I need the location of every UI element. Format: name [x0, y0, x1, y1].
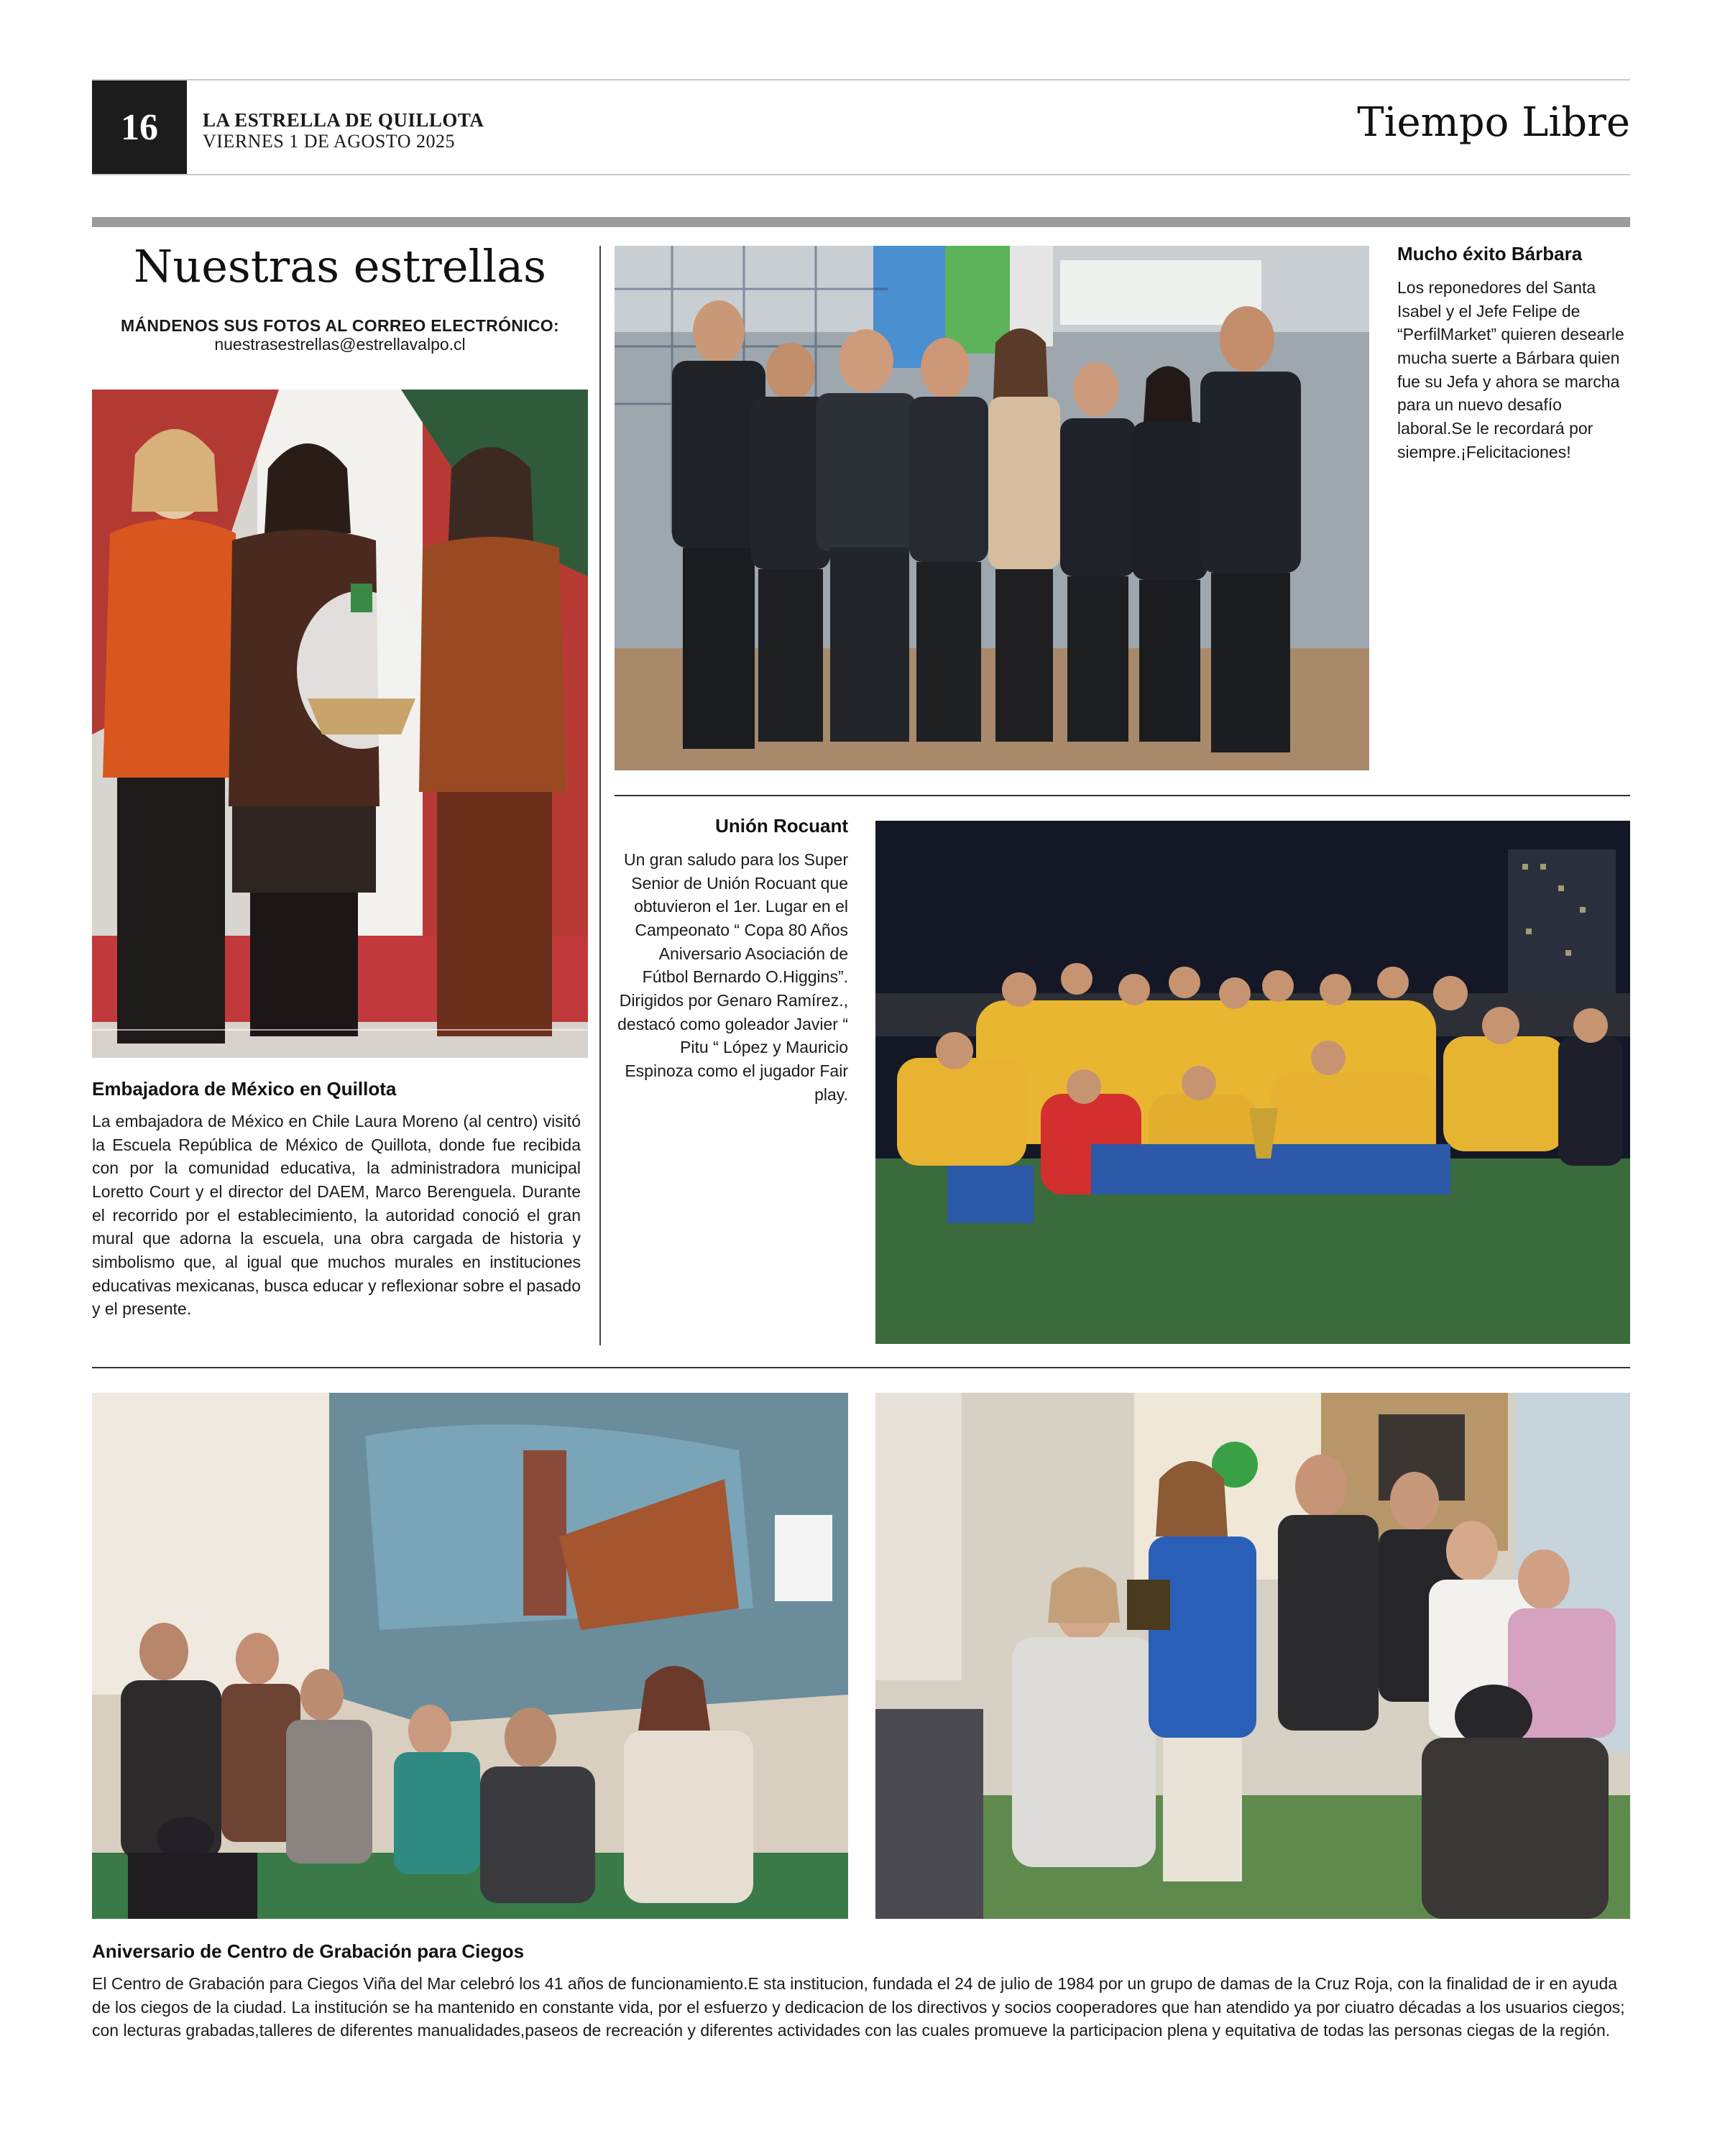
staff-group-photo	[615, 246, 1369, 770]
ambassador-photo	[92, 390, 588, 1058]
story-body: La embajadora de México en Chile Laura Moreno (al centro) visitó la Escuela República de México de Quillota, donde fue recibida con por la comunidad educativa, la administradora municipal Loretto Court y el director del DAEM, Marco Berenguela. Durante el recorrido por el establecimiento, la autoridad conoció el gran mural que adorna la escuela, una obra cargada de historia y simbolismo que, al igual que muchos murales en instituciones educativas mexicanas, busca educar y reflexionar sobre el pasado y el presente.	[92, 1112, 581, 1319]
football-team-photo	[875, 821, 1630, 1344]
column-title: Nuestras estrellas	[134, 240, 546, 292]
mail-label: MÁNDENOS SUS FOTOS AL CORREO ELECTRÓNICO:	[121, 316, 559, 335]
story-body: Un gran saludo para los Super Senior de Unión Rocuant que obtuvieron el 1er. Lugar en el Campeonato “ Copa 80 Años Aniversario Asociación de Fútbol Bernardo O.Higgins”. Dirigidos por Genaro Ramírez., destacó como goleador Javier “ Pitu “ López y Mauricio Espinoza como el jugador Fair play.	[617, 850, 848, 1104]
column-divider	[599, 246, 601, 1345]
story-body: El Centro de Grabación para Ciegos Viña del Mar celebró los 41 años de funcionamiento.E sta institucion, fundada el 24 de julio de 1984 por un grupo de damas de la Cruz Roja, con la finalidad de ir en ayuda de los ciegos de la ciudad. La institución se ha mantenido en constante vida, por el esfuerzo y dedicacion de los directivos y socios cooperadores que han atendido ya por ciuatro décadas a los usuarios ciegos; con lecturas grabadas,talleres de diferentes manualidades,paseos de recreación y diferentes actividades con las cuales promueve la participacion plena y equitativa de todas las personas ciegas de la región.	[92, 1974, 1625, 2040]
story-body: Los reponedores del Santa Isabel y el Jefe Felipe de “PerfilMarket” quieren desearle mucha suerte a Bárbara quien fue su Jefa y ahora se marcha para un nuevo desafío laboral.Se le recordará por siempre.¡Felicitaciones!	[1397, 278, 1624, 461]
issue-date: VIERNES 1 DE AGOSTO 2025	[203, 131, 455, 152]
anniversary-photo-left	[92, 1393, 848, 1919]
story-title: Unión Rocuant	[715, 815, 848, 837]
story-divider-middle	[615, 795, 1630, 796]
story-title: Embajadora de México en Quillota	[92, 1078, 397, 1100]
header-bottom-rule	[92, 174, 1630, 175]
anniversary-photo-right	[875, 1393, 1630, 1919]
mail-address: nuestrasestrellas@estrellavalpo.cl	[214, 335, 466, 354]
section-divider-bar	[92, 217, 1630, 227]
section-title: Tiempo Libre	[1357, 99, 1630, 146]
story-divider-bottom	[92, 1367, 1630, 1368]
header-top-rule	[92, 79, 1630, 80]
story-title: Aniversario de Centro de Grabación para Ciegos	[92, 1940, 525, 1962]
newspaper-name: LA ESTRELLA DE QUILLOTA	[203, 109, 484, 131]
page-number: 16	[92, 80, 187, 174]
story-title: Mucho éxito Bárbara	[1397, 243, 1583, 264]
